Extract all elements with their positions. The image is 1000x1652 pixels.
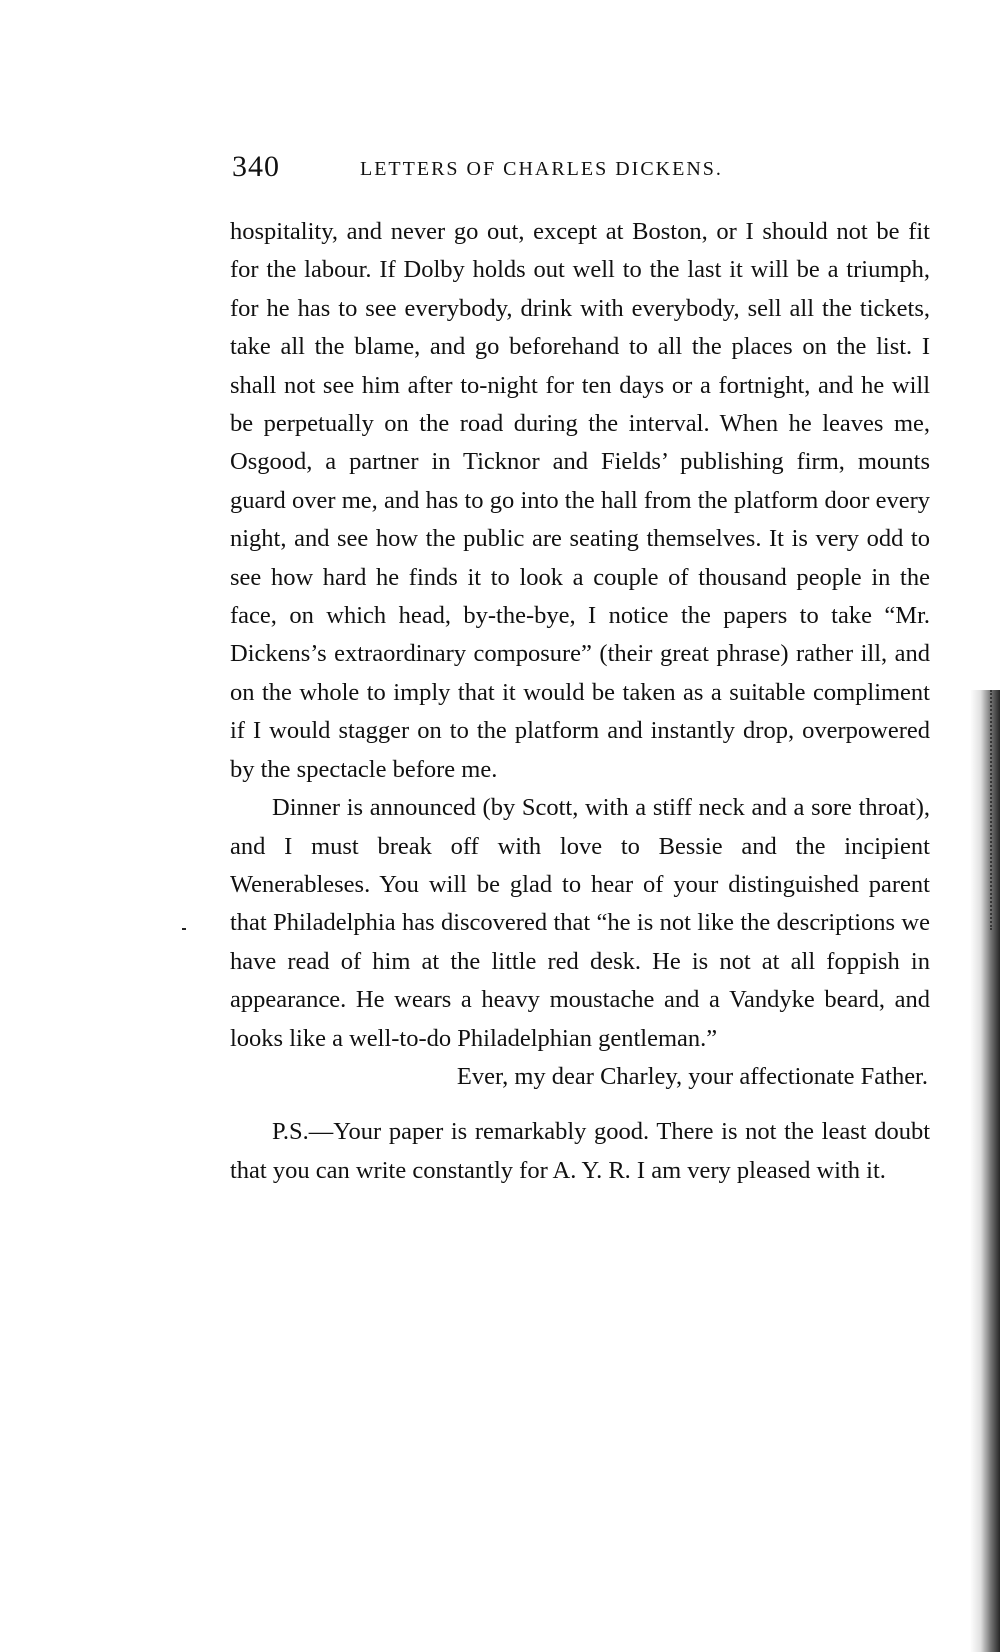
scan-speck — [182, 928, 186, 930]
body-paragraph-1: hospitality, and never go out, except at Boston, or I should not be fit for the labour. If Dolby holds out well to the last it will be a triumph, for he has to see everybody, drink with everybody, sell all the tickets, take all the blame, and go beforehand to all the places on the list. I shall not see him after to-night for ten days or a fortnight, and he will be perpetually on the road during the interval. When he leaves me, Osgood, a partner in Ticknor and Fields’ publishing firm, mounts guard over me, and has to go into the hall from the platform door every night, and see how the public are seating themselves. It is very odd to see how hard he finds it to look a couple of thousand people in the face, on which head, by-the-bye, I notice the papers to take “Mr. Dickens’s extraordinary composure” (their great phrase) rather ill, and on the whole to imply that it would be taken as a suitable compliment if I would stagger on to the platform and instantly drop, overpowered by the spectacle before me. — [230, 218, 930, 783]
page-header — [232, 150, 932, 190]
body-paragraph-2: Dinner is announced (by Scott, with a stiff neck and a sore throat), and I must break off with love to Bessie and the incipient Wenerableses. You will be glad to hear of your distinguished parent that Philadelphia has discovered that “he is not like the descriptions we have read of him at the little red desk. He is not at all foppish in appearance. He wears a heavy moustache and a Vandyke beard, and looks like a well-to-do Philadelphian gentleman.” — [230, 794, 930, 1052]
letter-signoff: Ever, my dear Charley, your affectionate Father. — [456, 1062, 928, 1090]
running-head: LETTERS OF CHARLES DICKENS. — [360, 158, 723, 180]
scan-edge-shadow — [970, 690, 1000, 1652]
page-number: 340 — [232, 150, 280, 183]
letter-body — [230, 213, 930, 1190]
postscript: P.S.—Your paper is remarkably good. There is not the least doubt that you can write constantly for A. Y. R. I am very pleased with it. — [230, 1118, 930, 1184]
